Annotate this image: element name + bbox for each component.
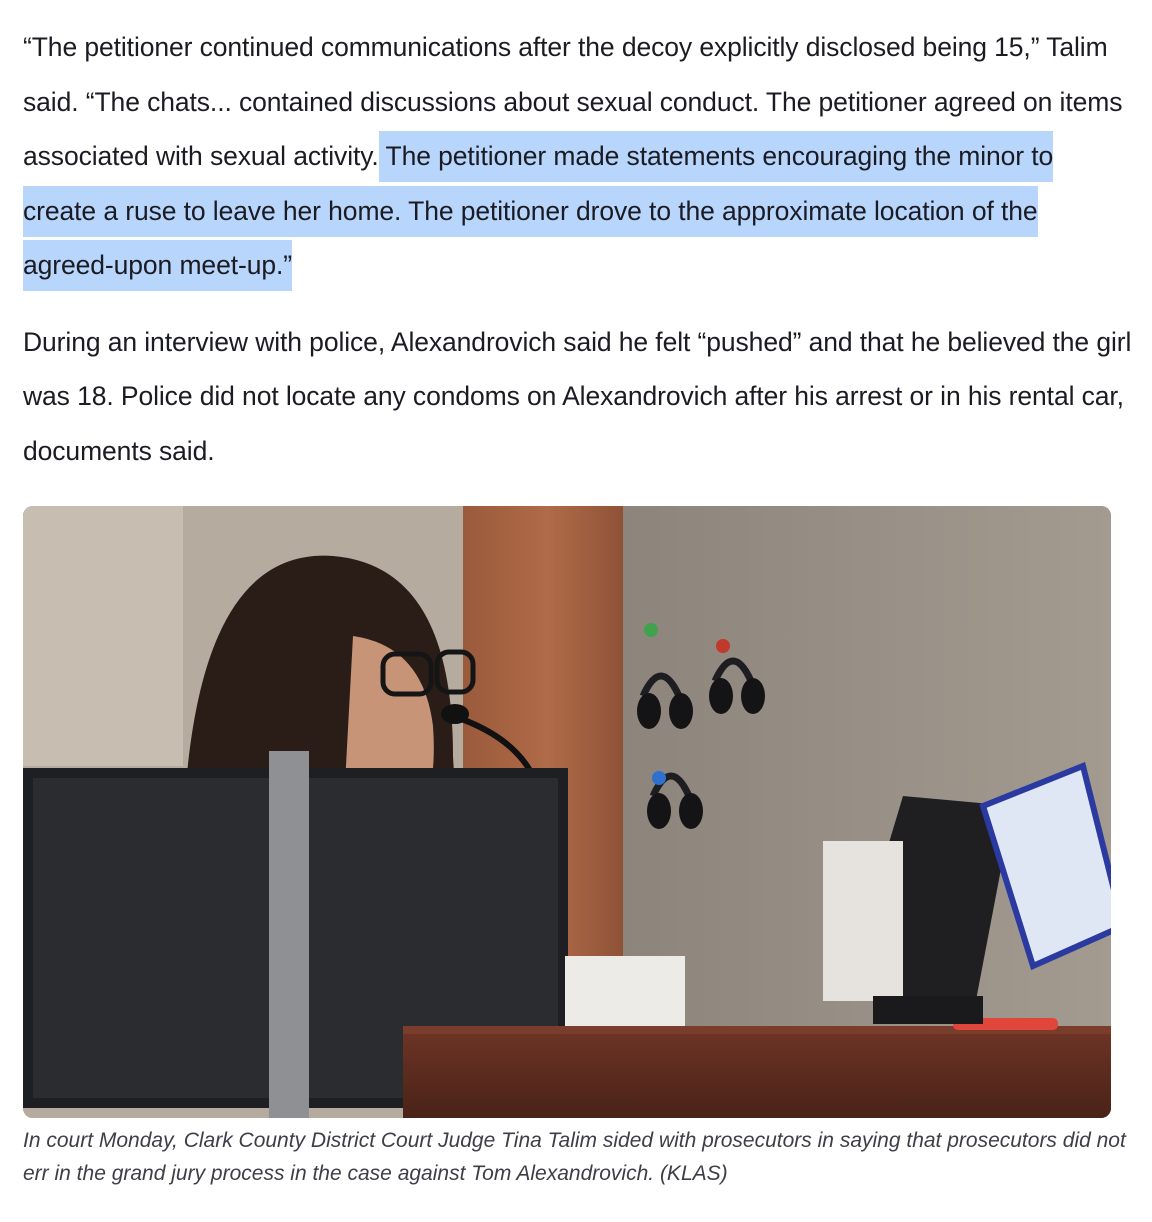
interview-paragraph: During an interview with police, Alexandrovich said he felt “pushed” and that he believed the girl was 18. Police did not locate any condoms on Alexandrovich after his arrest or in his rental car, documents said. [23,326,1132,466]
quote-paragraph [23,20,1133,293]
courtroom-photo [23,506,1111,1118]
photo-caption: In court Monday, Clark County District Court Judge Tina Talim sided with prosecutors in saying that prosecutors did not err in the grand jury process in the case against Tom Alexandrovich. (KLAS) [23,1129,1126,1185]
selected-text-highlight[interactable]: The petitioner made statements encouraging the minor to create a ruse to leave her home. The petitioner drove to the approximate location of the agreed-upon meet-up.” [23,131,1053,291]
courtroom-image [23,506,1111,1118]
quote-text: “The petitioner continued communications after the decoy explicitly disclosed being 15,” Talim said. “The chats... contained discussions about sexual conduct. The petitioner agreed on items associated with sexual activity. [23,32,1123,171]
article-body [23,20,1133,478]
